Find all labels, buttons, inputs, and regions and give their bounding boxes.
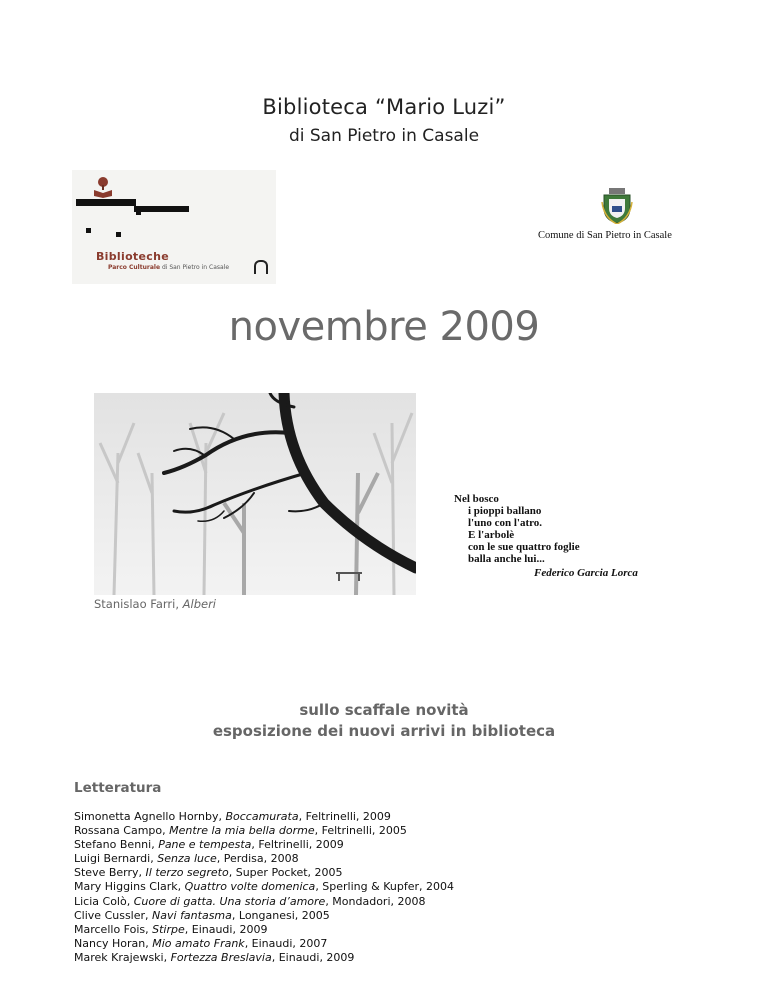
logo-bar-1 (76, 199, 136, 206)
month-title: novembre 2009 (228, 304, 540, 350)
logo-dot (136, 210, 141, 215)
poem-line: con le sue quattro foglie (468, 541, 580, 553)
list-item: Luigi Bernardi, Senza luce, Perdisa, 2008 (74, 852, 299, 866)
section-title: Letteratura (74, 780, 162, 796)
logo-bar-2 (134, 206, 189, 212)
logo-subtitle-strong: Parco Culturale (108, 264, 161, 271)
list-item: Steve Berry, Il terzo segreto, Super Pocket, 2005 (74, 866, 343, 880)
book-tree-icon (92, 176, 114, 198)
library-title: Biblioteca “Mario Luzi” (262, 95, 506, 119)
list-item: Simonetta Agnello Hornby, Boccamurata, Feltrinelli, 2009 (74, 810, 391, 823)
shelf-heading: sullo scaffale novità (299, 701, 469, 719)
comune-crest-icon (600, 188, 634, 224)
comune-name: Comune di San Pietro in Casale (538, 230, 672, 241)
list-item: Stefano Benni, Pane e tempesta, Feltrinelli, 2009 (74, 838, 344, 852)
biblioteche-logo (72, 170, 276, 284)
poem-line: i pioppi ballano (468, 505, 542, 517)
poem (454, 493, 638, 579)
logo-subtitle-rest: di San Pietro in Casale (160, 264, 230, 271)
poem-line: l'uno con l'atro. (468, 517, 543, 529)
shelf-subheading: esposizione dei nuovi arrivi in biblioteca (212, 722, 556, 740)
arch-icon (254, 260, 268, 274)
trees-photo (94, 393, 416, 595)
list-item: Licia Colò, Cuore di gatta. Una storia d’amore, Mondadori, 2008 (74, 894, 426, 908)
list-item: Rossana Campo, Mentre la mia bella dorme, Feltrinelli, 2005 (74, 824, 407, 838)
list-item: Nancy Horan, Mio amato Frank, Einaudi, 2007 (74, 936, 328, 950)
list-item: Mary Higgins Clark, Quattro volte domenica, Sperling & Kupfer, 2004 (74, 880, 454, 894)
logo-dot (86, 228, 91, 233)
logo-subtitle (108, 264, 229, 271)
library-subtitle: di San Pietro in Casale (288, 126, 480, 146)
list-item: Clive Cussler, Navi fantasma, Longanesi, 2005 (74, 908, 330, 922)
logo-dot (116, 232, 121, 237)
list-item: Marek Krajewski, Fortezza Breslavia, Einaudi, 2009 (74, 950, 355, 964)
photo-caption (94, 597, 216, 611)
book-list (74, 810, 454, 965)
poem-line: Nel bosco (454, 493, 499, 505)
poem-line: balla anche lui... (468, 553, 545, 565)
photo-caption-title: Alberi (182, 597, 217, 611)
poem-line: E l'arbolè (468, 529, 515, 541)
list-item: Marcello Fois, Stirpe, Einaudi, 2009 (74, 922, 268, 936)
poem-author: Federico Garcia Lorca (534, 567, 638, 579)
logo-name: Biblioteche (96, 250, 169, 263)
photo-caption-author: Stanislao Farri, (94, 597, 183, 611)
